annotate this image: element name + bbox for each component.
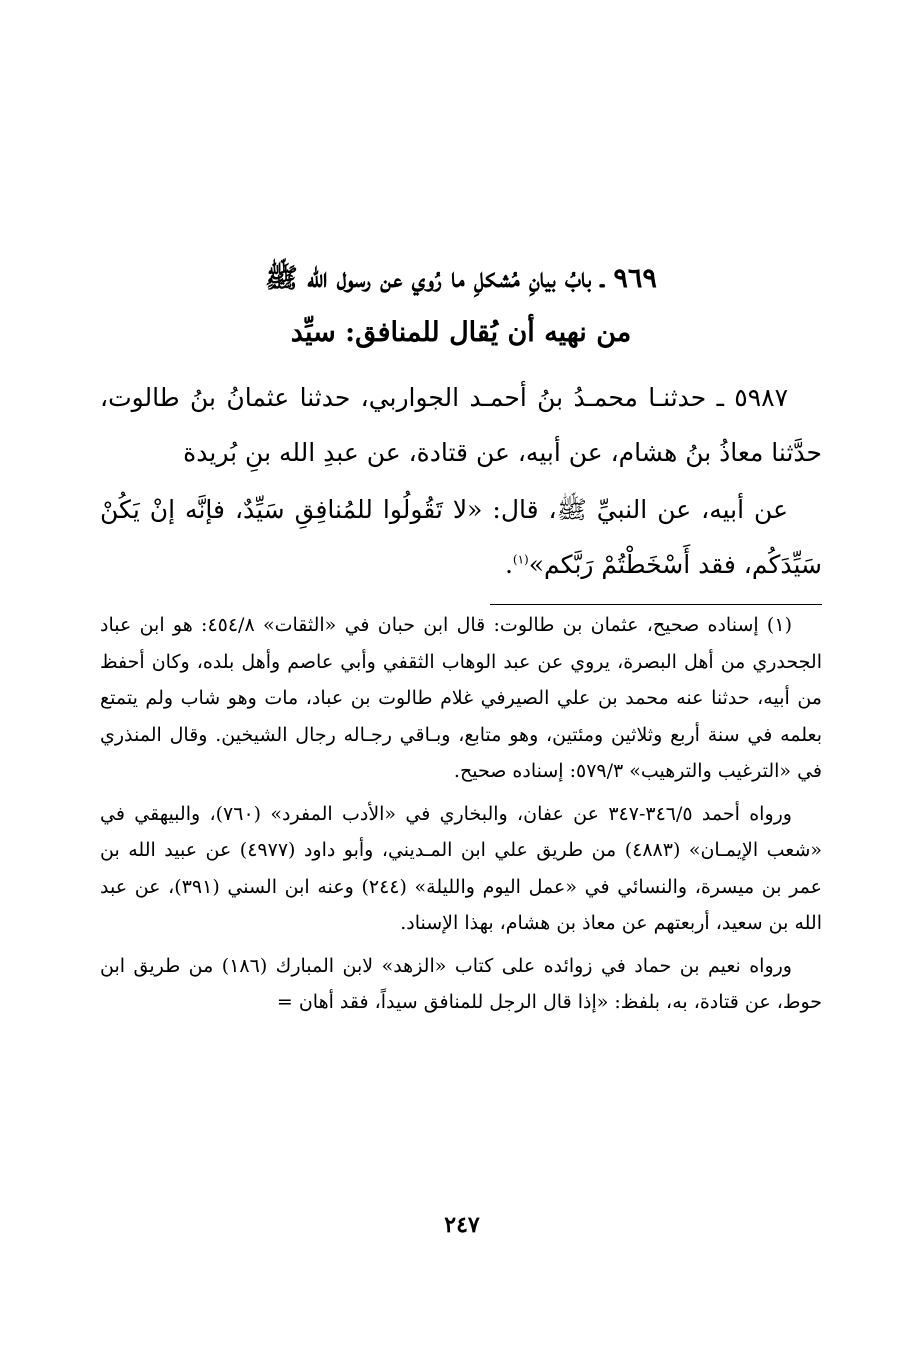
footnotes [100, 607, 822, 1021]
hadith-matn [100, 482, 822, 592]
hadith-matn-text: عن أبيه، عن النبيِّ ﷺ، قال: «لا تَقُولُوا للمُنافِقِ سَيِّدٌ، فإنَّه إنْ يَكُنْ سَيِّدَكُم، فقد أَسْخَطْتُمْ رَبَّكم» [100, 495, 822, 579]
footnote-1: (١) إسناده صحيح، عثمان بن طالوت: قال ابن حبان في «الثقات» ٤٥٤/٨: هو ابن عباد الجحدري من أهل البصرة، يروي عن عبد الوهاب الثقفي وأبي عاصم وأهل بلده، وكان أحفظ من أبيه، حدثنا عنه محمد بن علي الصيرفي غلام طالوت بن عباد، مات وهو شاب ولم يتمتع بعلمه في سنة أربع وثلاثين ومئتين، وهو متابع، وبـاقي رجـاله رجال الشيخين. وقال المنذري في «الترغيب والترهيب» ٥٧٩/٣: إسناده صحيح. [100, 614, 822, 782]
chapter-heading [100, 252, 822, 360]
chapter-title-line-1: ٩٦٩ ـ بابُ بيانِ مُشكلِ ما رُوي عن رسول الله ﷺ [265, 263, 657, 294]
footnote-reference: (١) [512, 552, 529, 567]
hadith-isnad: ٥٩٨٧ ـ حدثنـا محمـدُ بنُ أحمـد الجواربي، حدثنا عثمانُ بنُ طالوت، حدَّثنا معاذُ بنُ هشام، عن أبيه، عن قتادة، عن عبدِ الله بنِ بُريدة [100, 383, 822, 467]
hadith-matn-end: . [504, 550, 513, 579]
page-number: ٢٤٧ [444, 1212, 480, 1238]
footnote-takhrij-continued: ورواه نعيم بن حماد في زوائده على كتاب «الزهد» لابن المبارك (١٨٦) من طريق ابن حوط، عن قتادة، به، بلفظ: «إذا قال الرجل للمنافق سيداً، فقد أهان = [100, 954, 822, 1013]
page-body [100, 252, 822, 1021]
footnote-divider [490, 604, 822, 605]
chapter-title-line-2: من نهيه أن يُقال للمنافق: سيِّد [290, 317, 632, 348]
footnote-takhrij: ورواه أحمد ٣٤٦/٥-٣٤٧ عن عفان، والبخاري في «الأدب المفرد» (٧٦٠)، والبيهقي في «شعب الإيمـان» (٤٨٨٣) من طريق علي ابن المـديني، وأبو داود (٤٩٧٧) عن عبيد الله بن عمر بن ميسرة، والنسائي في «عمل اليوم والليلة» (٢٤٤) وعنه ابن السني (٣٩١)، عن عبد الله بن سعيد، أربعتهم عن معاذ بن هشام، بهذا الإسناد. [100, 802, 822, 934]
hadith-text [100, 370, 822, 592]
